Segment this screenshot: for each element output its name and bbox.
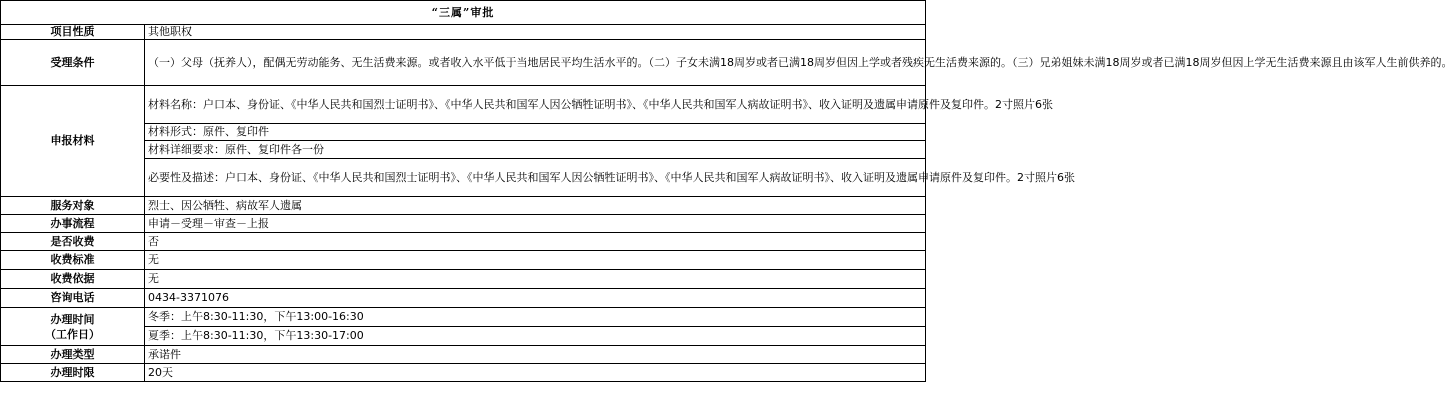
- table-row: [1, 270, 926, 289]
- hours-summer: 夏季：上午8:30-11:30，下午13:30-17:00: [145, 327, 926, 346]
- row-label-fee-standard: 收费标准: [1, 251, 145, 270]
- table-row: [1, 346, 926, 364]
- title-row: [1, 1, 926, 25]
- row-label-conditions: 受理条件: [1, 40, 145, 86]
- table-row: [1, 40, 926, 86]
- row-label-phone: 咨询电话: [1, 289, 145, 308]
- table-row: [1, 233, 926, 251]
- row-label-fee: 是否收费: [1, 233, 145, 251]
- table-row: [1, 364, 926, 382]
- row-label-fee-basis: 收费依据: [1, 270, 145, 289]
- table-row: [1, 86, 926, 124]
- page-title: “三属”审批: [1, 1, 926, 25]
- table-row: [1, 289, 926, 308]
- row-value-target: 烈士、因公牺牲、病故军人遗属: [145, 197, 926, 215]
- hours-label-line1: 办理时间: [50, 312, 95, 326]
- row-value-fee: 否: [145, 233, 926, 251]
- row-value-nature: 其他职权: [145, 25, 926, 40]
- row-value-process: 申请－受理－审查－上报: [145, 215, 926, 233]
- hours-label-line2: （工作日）: [45, 327, 100, 341]
- row-value-conditions: （一）父母（抚养人），配偶无劳动能务、无生活费来源。或者收入水平低于当地居民平均生活水平的。（二）子女未满18周岁或者已满18周岁但因上学或者残疾无生活费来源的。（三）兄弟姐妹未满18周岁或者已满18周岁但因上学无生活费来源且由该军人生前供养的。: [145, 40, 926, 86]
- material-necessity: 必要性及描述：户口本、身份证、《中华人民共和国烈士证明书》、《中华人民共和国军人因公牺牲证明书》、《中华人民共和国军人病故证明书》、收入证明及遗属申请原件及复印件。2寸照片6张: [145, 159, 926, 197]
- row-value-deadline: 20天: [145, 364, 926, 382]
- row-value-fee-basis: 无: [145, 270, 926, 289]
- row-label-process: 办事流程: [1, 215, 145, 233]
- row-label-target: 服务对象: [1, 197, 145, 215]
- row-value-type: 承诺件: [145, 346, 926, 364]
- hours-winter: 冬季：上午8:30-11:30，下午13:00-16:30: [145, 308, 926, 327]
- material-name: 材料名称：户口本、身份证、《中华人民共和国烈士证明书》、《中华人民共和国军人因公牺牲证明书》、《中华人民共和国军人病故证明书》、收入证明及遗属申请原件及复印件。2寸照片6张: [145, 86, 926, 124]
- material-form: 材料形式：原件、复印件: [145, 124, 926, 141]
- row-value-fee-standard: 无: [145, 251, 926, 270]
- row-label-nature: 项目性质: [1, 25, 145, 40]
- table-row: [1, 25, 926, 40]
- row-label-type: 办理类型: [1, 346, 145, 364]
- row-label-deadline: 办理时限: [1, 364, 145, 382]
- table-row: [1, 197, 926, 215]
- table-row: [1, 251, 926, 270]
- row-value-phone: 0434-3371076: [145, 289, 926, 308]
- table-row: [1, 215, 926, 233]
- table-row: [1, 308, 926, 327]
- material-detail: 材料详细要求：原件、复印件各一份: [145, 141, 926, 159]
- row-label-materials: 申报材料: [1, 86, 145, 197]
- row-label-hours: [1, 308, 145, 346]
